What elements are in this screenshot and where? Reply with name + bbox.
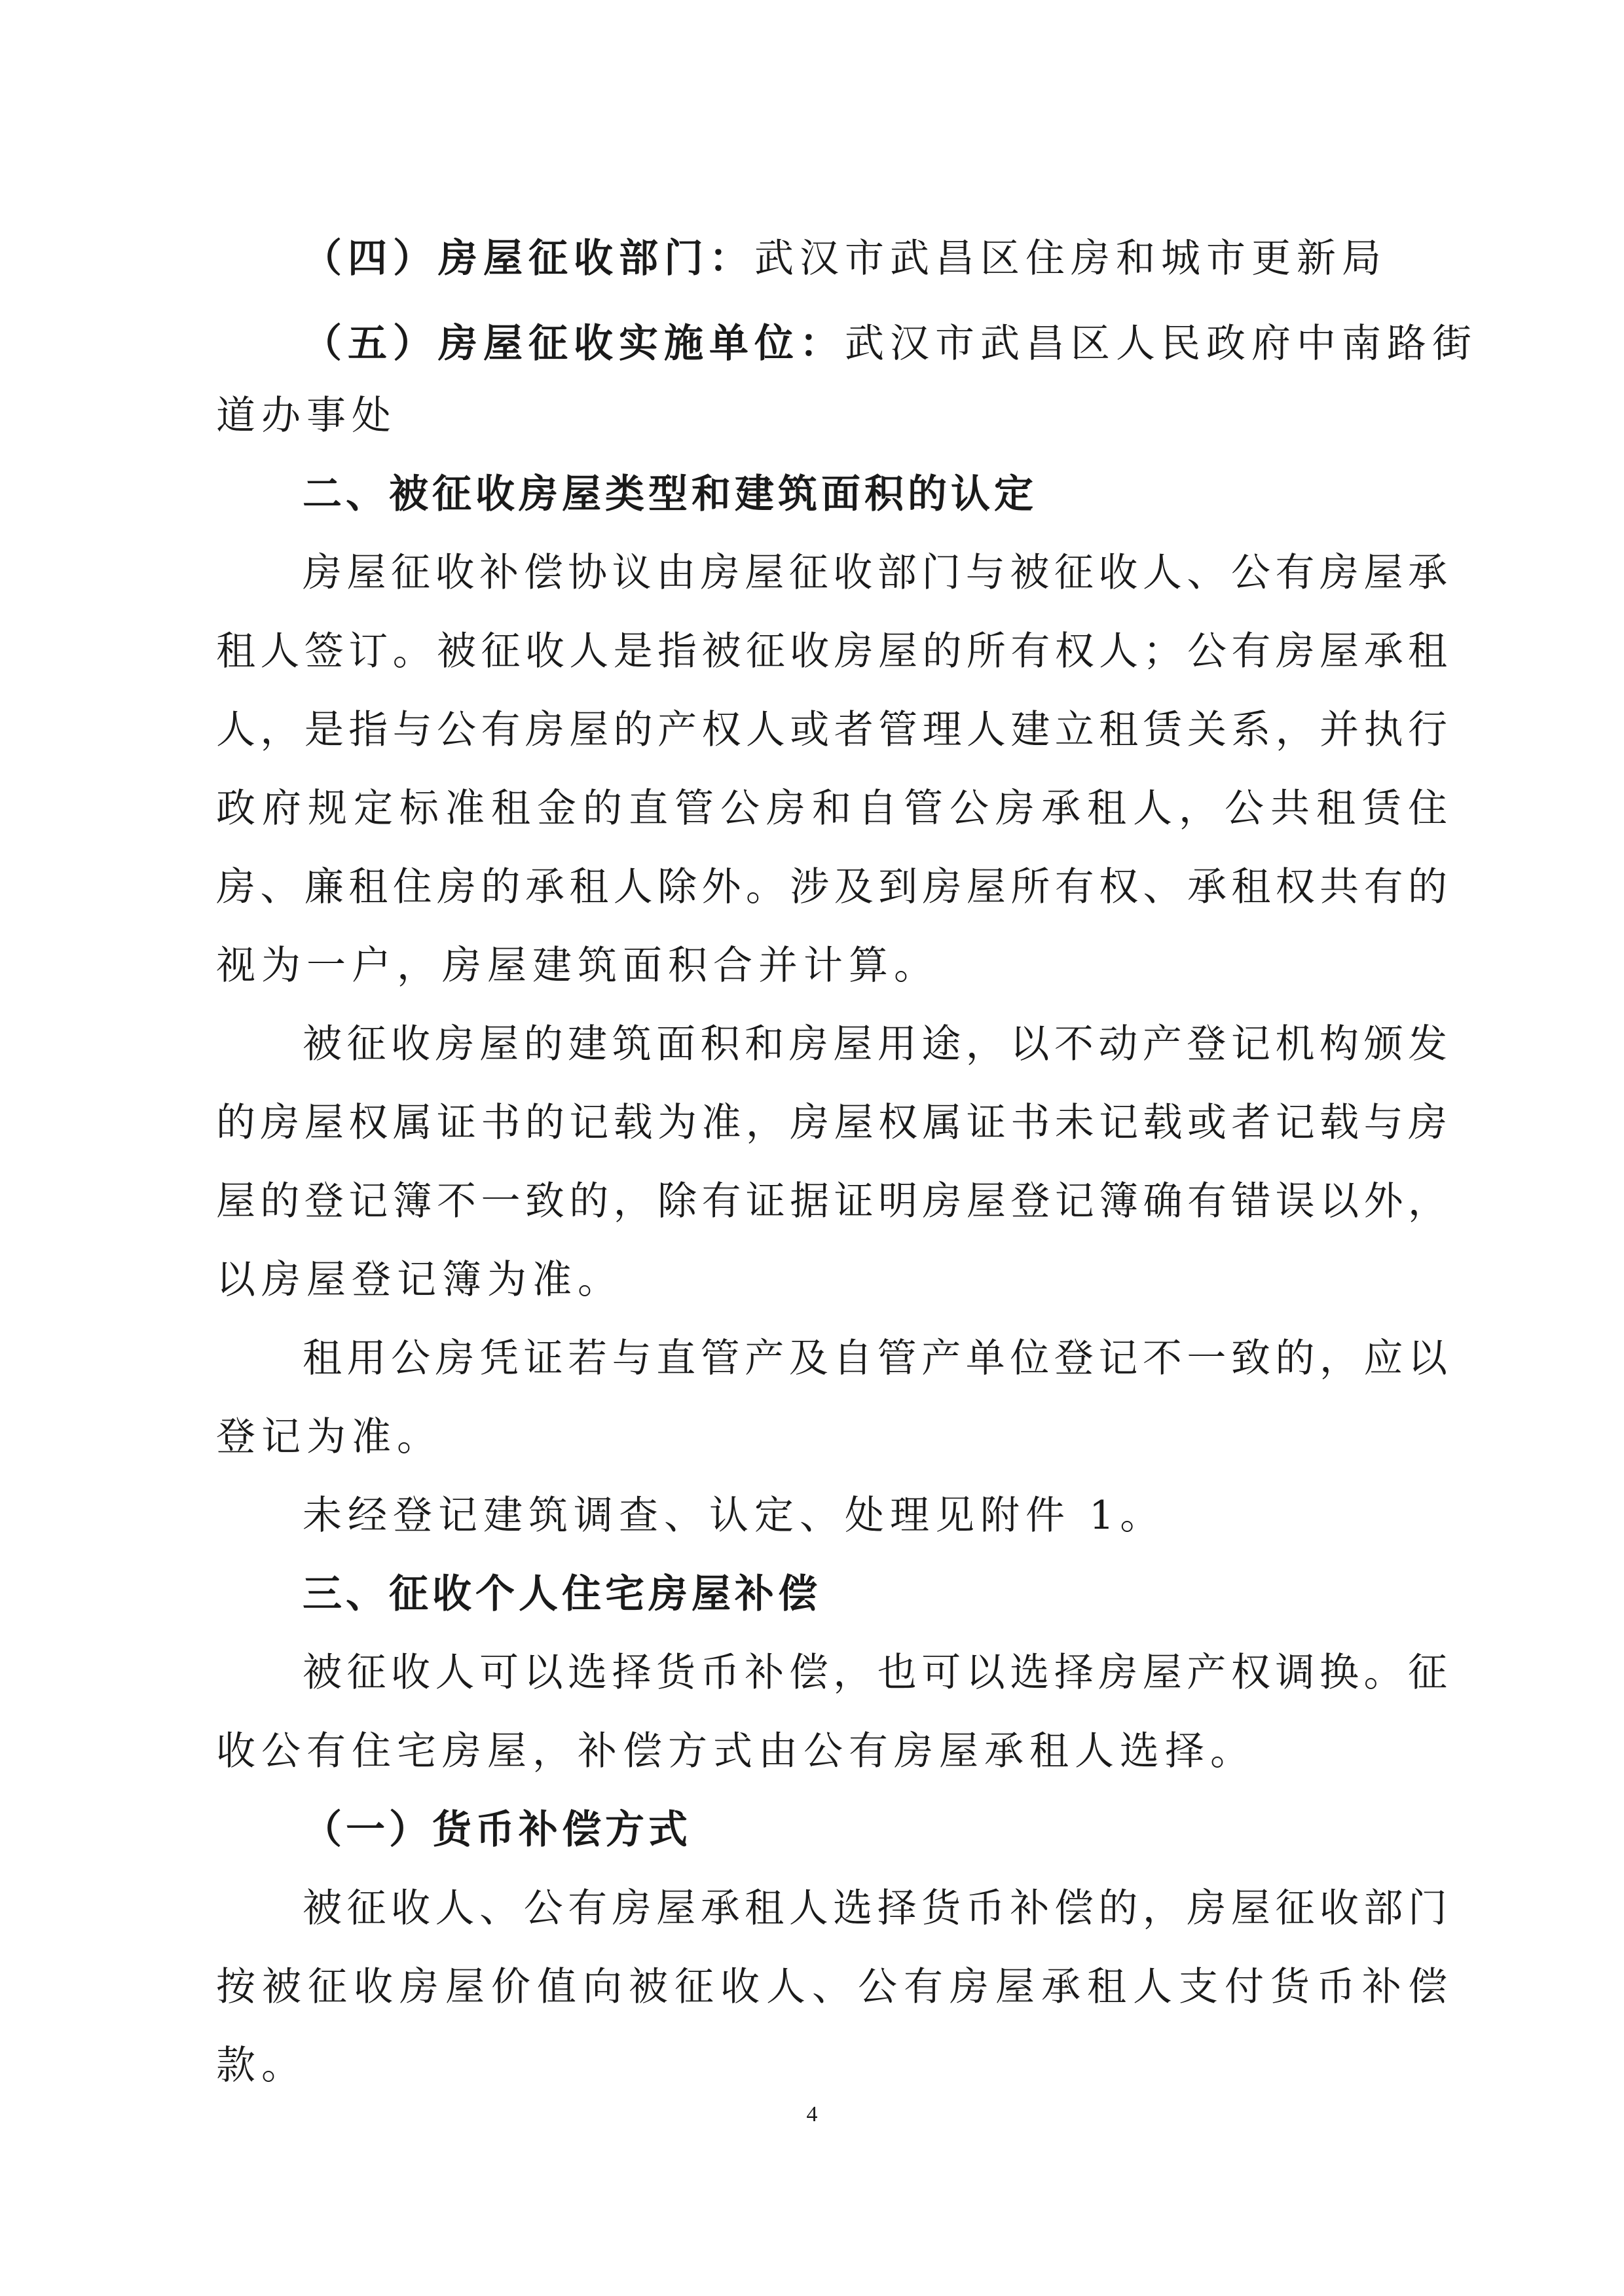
para-1-line-4: 政府规定标准租金的直管公房和自管公房承租人，公共租赁住: [216, 786, 1447, 831]
para-3-line-2: 登记为准。: [216, 1414, 442, 1460]
para-6-line-3: 款。: [216, 2043, 306, 2088]
heading-3: 三、征收个人住宅房屋补偿: [303, 1571, 821, 1617]
page-number: 4: [806, 2102, 818, 2126]
subheading-1: （一）货币补偿方式: [303, 1807, 692, 1853]
para-6-line-1: 被征收人、公有房屋承租人选择货币补偿的，房屋征收部门: [303, 1886, 1447, 1931]
section-5-line: [303, 321, 1477, 367]
section-4-line: [303, 236, 1447, 282]
para-1-line-6: 视为一户，房屋建筑面积合并计算。: [216, 943, 939, 989]
para-1-line-2: 租人签订。被征收人是指被征收房屋的所有权人；公有房屋承租: [216, 629, 1447, 674]
para-3-line-1: 租用公房凭证若与直管产及自管产单位登记不一致的，应以: [303, 1336, 1447, 1381]
para-2-line-2: 的房屋权属证书的记载为准，房屋权属证书未记载或者记载与房: [216, 1100, 1447, 1146]
para-1-line-3: 人，是指与公有房屋的产权人或者管理人建立租赁关系，并执行: [216, 707, 1447, 753]
section-4-value: 武汉市武昌区住房和城市更新局: [754, 236, 1387, 282]
heading-2: 二、被征收房屋类型和建筑面积的认定: [303, 471, 1037, 517]
section-5-value-2: 道办事处: [216, 393, 397, 439]
para-1-line-5: 房、廉租住房的承租人除外。涉及到房屋所有权、承租权共有的: [216, 864, 1447, 910]
para-4: 未经登记建筑调查、认定、处理见附件 1。: [303, 1493, 1166, 1539]
para-1-line-1: 房屋征收补偿协议由房屋征收部门与被征收人、公有房屋承: [303, 550, 1447, 596]
section-5-label: （五）房屋征收实施单位：: [303, 321, 845, 367]
para-2-line-3: 屋的登记簿不一致的，除有证据证明房屋登记簿确有错误以外，: [216, 1178, 1447, 1224]
para-2-line-4: 以房屋登记簿为准。: [216, 1257, 623, 1303]
para-6-line-2: 按被征收房屋价值向被征收人、公有房屋承租人支付货币补偿: [216, 1964, 1447, 2010]
para-5-line-1: 被征收人可以选择货币补偿，也可以选择房屋产权调换。征: [303, 1650, 1447, 1696]
section-4-label: （四）房屋征收部门：: [303, 236, 754, 282]
para-2-line-1: 被征收房屋的建筑面积和房屋用途，以不动产登记机构颁发: [303, 1021, 1447, 1067]
para-5-line-2: 收公有住宅房屋，补偿方式由公有房屋承租人选择。: [216, 1728, 1255, 1774]
section-5-value-1: 武汉市武昌区人民政府中南路街: [845, 321, 1477, 367]
